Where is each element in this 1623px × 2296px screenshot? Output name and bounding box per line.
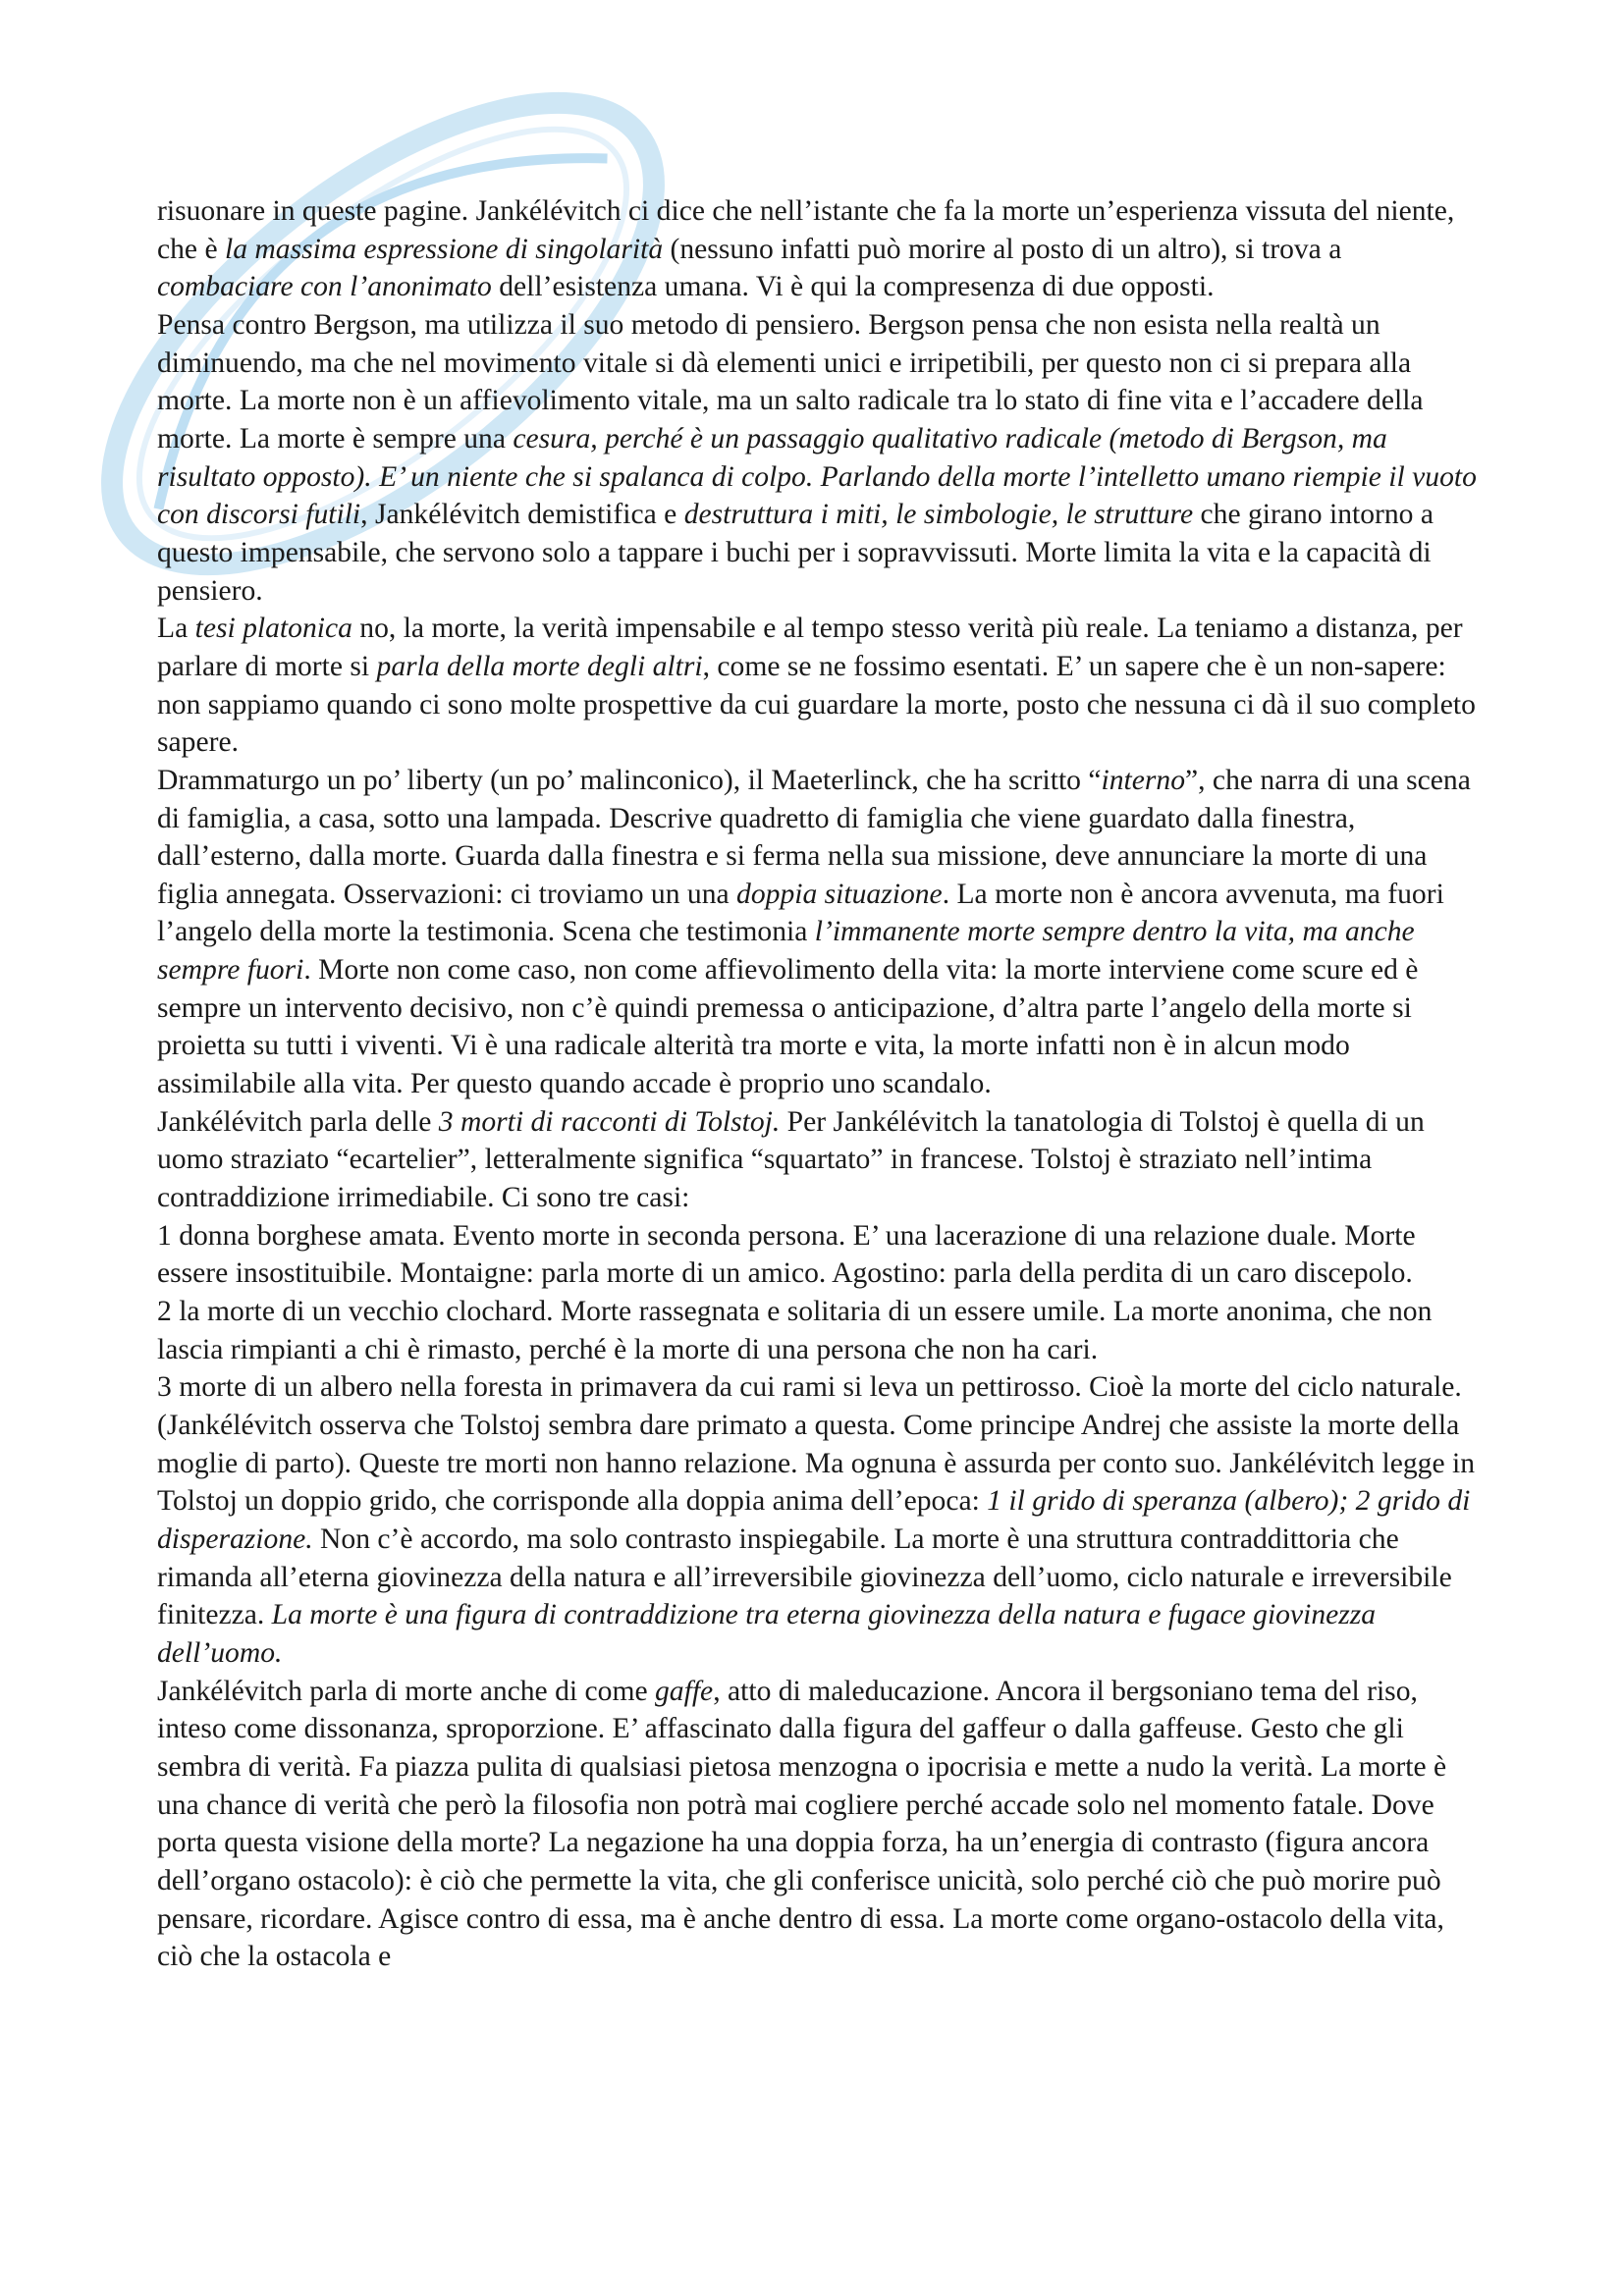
text-segment: Drammaturgo un po’ liberty (un po’ malinconico), il Maeterlinck, che ha scritto “ [157,764,1102,796]
italic-text-segment: cesura, perché è un passaggio qualitativo radicale (metodo di Bergson, ma risultato opposto). E’ un niente che si spalanca di colpo. Parlando della morte l’intelletto umano riempie il vuoto con discorsi futili [157,422,1477,531]
paragraph [157,192,1483,306]
text-segment: dell’esistenza umana. Vi è qui la compresenza di due opposti. [491,271,1215,303]
paragraph [157,1217,1483,1293]
italic-text-segment: doppia situazione [736,878,943,910]
text-segment: risuonare in queste pagine. Jankélévitch ci dice che nell’istante che fa la morte un’esperienza vissuta del niente, che è [157,195,1455,265]
text-segment: che girano intorno a questo impensabile, che servono solo a tappare i buchi per i sopravvissuti. Morte limita la vita e la capacità di pensiero. [157,499,1434,607]
italic-text-segment: parla della morte degli altri [376,650,703,682]
text-segment: 2 la morte di un vecchio clochard. Morte rassegnata e solitaria di un essere umile. La morte anonima, che non lascia rimpianti a chi è rimasto, perché è la morte di una persona che non ha cari. [157,1296,1433,1365]
text-segment: . Morte non come caso, non come affievolimento della vita: la morte interviene come scure ed è sempre un intervento decisivo, non c’è quindi premessa o anticipazione, d’altra parte l’angelo della morte si proietta su tutti i viventi. Vi è una radicale alterità tra morte e vita, la morte infatti non è in alcun modo assimilabile alla vita. Per questo quando accade è proprio uno scandalo. [157,954,1419,1100]
italic-text-segment: 1 il grido di speranza (albero); 2 grido di disperazione. [157,1485,1471,1555]
paragraph [157,1103,1483,1217]
text-segment: . La morte non è ancora avvenuta, ma fuori l’angelo della morte la testimonia. Scena che testimonia [157,878,1444,948]
text-segment: Pensa contro Bergson, ma utilizza il suo metodo di pensiero. Bergson pensa che non esista nella realtà un diminuendo, ma che nel movimento vitale si dà elementi unici e irripetibili, per questo non ci si prepara alla morte. La morte non è un affievolimento vitale, ma un salto radicale tra lo stato di fine vita e l’accadere della morte. La morte è sempre una [157,308,1424,454]
italic-text-segment: La morte è una figura di contraddizione tra eterna giovinezza della natura e fugace giovinezza dell’uomo. [157,1599,1377,1669]
document-text [157,192,1483,1976]
text-segment: La [157,613,195,645]
paragraph [157,1673,1483,1976]
text-segment: no, la morte, la verità impensabile e al tempo stesso verità più reale. La teniamo a distanza, per parlare di morte si [157,613,1463,682]
italic-text-segment: 3 morti di racconti di Tolstoj. [438,1105,781,1138]
text-segment: , come se ne fossimo esentati. E’ un sapere che è un non-sapere: non sappiamo quando ci sono molte prospettive da cui guardare la morte, posto che nessuna ci dà il suo completo sapere. [157,650,1476,759]
text-segment: Non c’è accordo, ma solo contrasto inspiegabile. La morte è una struttura contraddittoria che rimanda all’eterna giovinezza della natura e all’irreversibile giovinezza dell’uomo, ciclo naturale e irreversibile finitezza. [157,1522,1452,1631]
text-segment: , atto di maleducazione. Ancora il bergsoniano tema del riso, inteso come dissonanza, sproporzione. E’ affascinato dalla figura del gaffeur o dalla gaffeuse. Gesto che gli sembra di verità. Fa piazza pulita di qualsiasi pietosa menzogna o ipocrisia e mette a nudo la verità. La morte è una chance di verità che però la filosofia non potrà mai cogliere perché accade solo nel momento fatale. Dove porta questa visione della morte? La negazione ha una doppia forza, ha un’energia di contrasto (figura ancora dell’organo ostacolo): è ciò che permette la vita, che gli conferisce unicità, solo perché ciò che può morire può pensare, ricordare. Agisce contro di essa, ma è anche dentro di essa. La morte come organo-ostacolo della vita, ciò che la ostacola e [157,1675,1447,1973]
italic-text-segment: la massima espressione di singolarità [225,233,664,265]
text-segment: Per Jankélévitch la tanatologia di Tolstoj è quella di un uomo straziato “ecartelier”, letteralmente significa “squartato” in francese. Tolstoj è straziato nell’intima contraddizione irrimediabile. Ci sono tre casi: [157,1105,1425,1214]
italic-text-segment: interno [1101,764,1185,796]
text-segment: 3 morte di un albero nella foresta in primavera da cui rami si leva un pettirosso. Cioè la morte del ciclo naturale. (Jankélévitch osserva che Tolstoj sembra dare primato a questa. Come principe Andrej che assiste la morte della moglie di parto). Queste tre morti non hanno relazione. Ma ognuna è assurda per conto suo. Jankélévitch legge in Tolstoj un doppio grido, che corrisponde alla doppia anima dell’epoca: [157,1371,1476,1518]
italic-text-segment: gaffe [655,1675,714,1707]
text-segment: , Jankélévitch demistifica e [360,499,684,531]
italic-text-segment: l’immanente morte sempre dentro la vita, ma anche sempre fuori [157,916,1415,987]
paragraph [157,610,1483,762]
italic-text-segment: tesi platonica [194,613,352,645]
paragraph [157,1368,1483,1672]
text-segment: Jankélévitch parla delle [157,1105,439,1138]
paragraph [157,306,1483,610]
italic-text-segment: destruttura i miti, le simbologie, le strutture [683,499,1194,531]
text-segment: 1 donna borghese amata. Evento morte in seconda persona. E’ una lacerazione di una relazione duale. Morte essere insostituibile. Montaigne: parla morte di un amico. Agostino: parla della perdita di un caro discepolo. [157,1219,1416,1290]
paragraph [157,1293,1483,1368]
text-segment: ”, che narra di una scena di famiglia, a casa, sotto una lampada. Descrive quadretto di famiglia che viene guardato dalla finestra, dall’esterno, dalla morte. Guarda dalla finestra e si ferma nella sua missione, deve annunciare la morte di una figlia annegata. Osservazioni: ci troviamo un una [157,764,1471,910]
text-segment: (nessuno infatti può morire al posto di un altro), si trova a [663,233,1342,265]
paragraph [157,762,1483,1103]
italic-text-segment: combaciare con l’anonimato [157,271,492,303]
text-segment: Jankélévitch parla di morte anche di come [157,1675,655,1707]
